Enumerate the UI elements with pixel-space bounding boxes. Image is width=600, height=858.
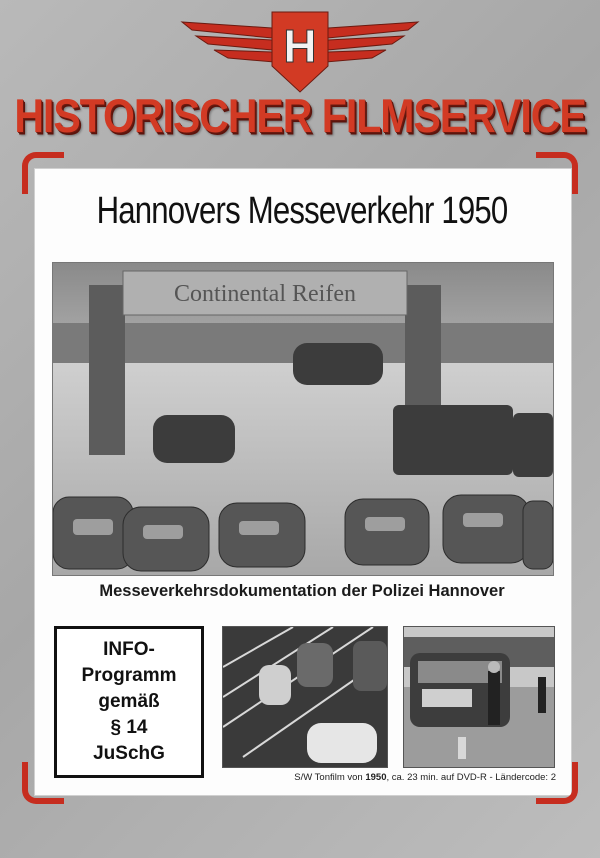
info-line: § 14: [110, 717, 148, 738]
parking-photo: [222, 626, 388, 768]
info-line: Programm: [81, 665, 177, 686]
film-title: Hannovers Messeverkehr 1950: [96, 190, 508, 232]
info-line: gemäß: [98, 691, 160, 712]
bus-photo: [403, 626, 555, 768]
main-photo: [52, 262, 554, 576]
credits-suffix: , ca. 23 min. auf DVD-R - Ländercode: 2: [386, 772, 556, 783]
winged-h-logo: [172, 8, 428, 94]
gate-sign: Continental Reifen: [174, 281, 356, 307]
info-rating-box: [54, 626, 204, 778]
corner-bracket: [536, 762, 578, 804]
brand-name: HISTORISCHER FILMSERVICE: [14, 89, 586, 143]
logo-letter: H: [283, 20, 317, 72]
corner-bracket: [22, 152, 64, 194]
info-line: JuSchG: [93, 743, 165, 764]
info-line: INFO-: [103, 639, 155, 660]
credits-line: [222, 772, 556, 783]
corner-bracket: [536, 152, 578, 194]
credits-prefix: S/W Tonfilm von: [294, 772, 366, 783]
credits-year: 1950: [365, 772, 387, 783]
film-subtitle: Messeverkehrsdokumentation der Polizei Hannover: [99, 582, 505, 600]
